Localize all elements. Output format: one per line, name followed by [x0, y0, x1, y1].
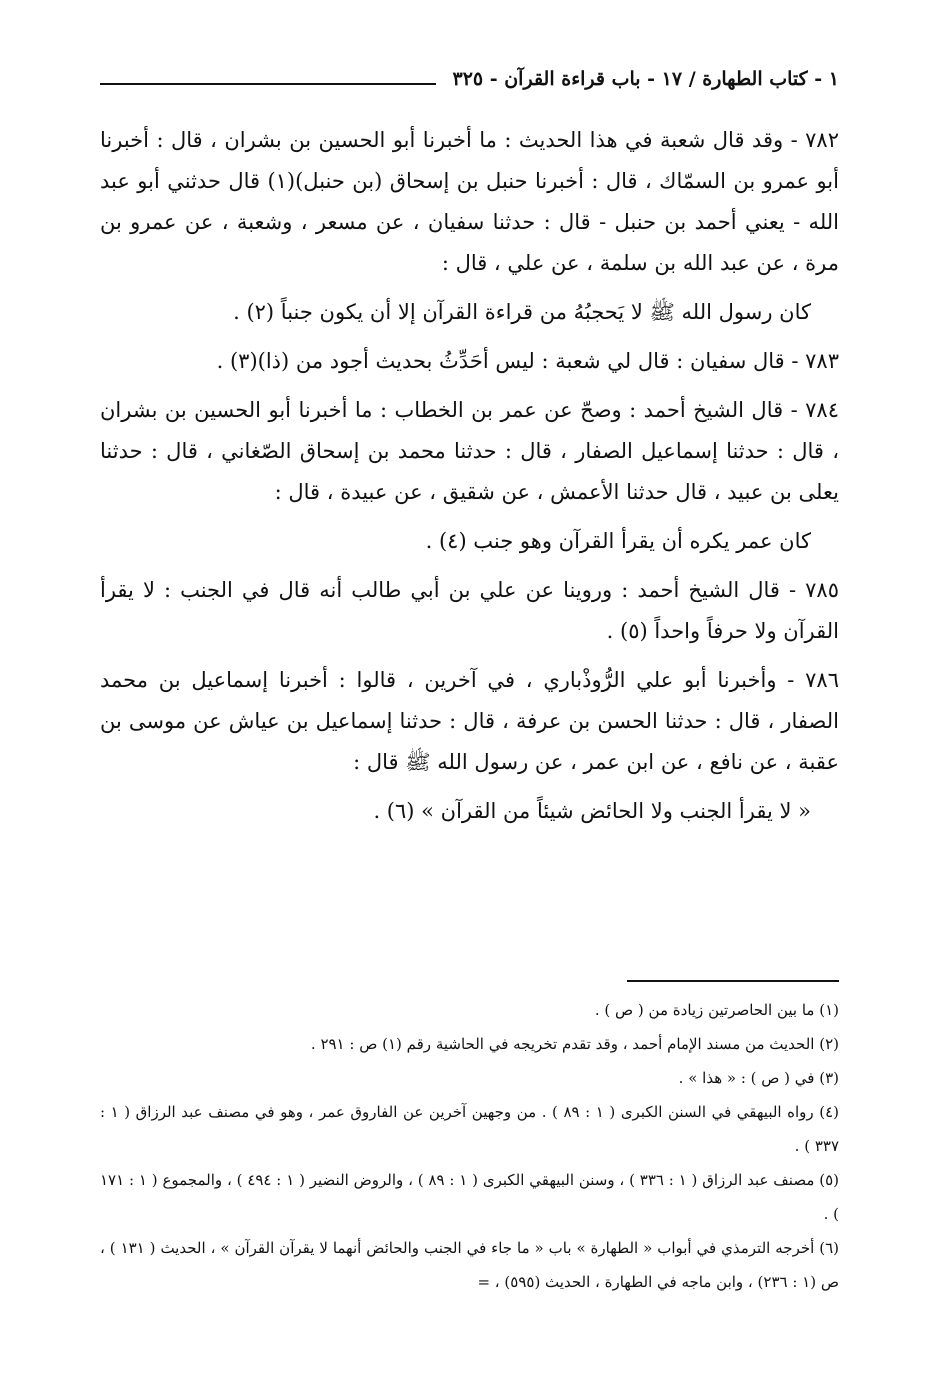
hadith-782: ٧٨٢ - وقد قال شعبة في هذا الحديث : ما أخبرنا أبو الحسين بن بشران ، قال : أخبرنا أبو عمرو بن السمّاك ، قال : أخبرنا حنبل بن إسحاق (بن حنبل)(١) قال حدثني أبو عبد الله - يعني أحمد بن حنبل - قال : حدثنا سفيان ، عن مسعر ، وشعبة ، عن عمرو بن مرة ، عن عبد الله بن سلمة ، عن علي ، قال :	[100, 128, 839, 275]
running-title: ١ - كتاب الطهارة / ١٧ - باب قراءة القرآن - ٣٢٥	[452, 68, 839, 90]
footnote-3: (٣) في ( ص ) : « هذا » .	[678, 1069, 839, 1087]
hadith-782-text: كان رسول الله ﷺ لا يَحجبُهُ من قراءة القرآن إلا أن يكون جنباً (٢) .	[233, 300, 811, 324]
hadith-785: ٧٨٥ - قال الشيخ أحمد : وروينا عن علي بن أبي طالب أنه قال في الجنب : لا يقرأ القرآن ولا حرفاً واحداً (٥) .	[100, 578, 839, 643]
footnote-rule	[627, 980, 839, 982]
hadith-786: ٧٨٦ - وأخبرنا أبو علي الرُّوذْباري ، في آخرين ، قالوا : أخبرنا إسماعيل بن محمد الصفار ، قال : حدثنا الحسن بن عرفة ، قال : حدثنا إسماعيل بن عياش عن موسى بن عقبة ، عن نافع ، عن ابن عمر ، عن رسول الله ﷺ قال :	[100, 668, 839, 774]
hadith-786-text: « لا يقرأ الجنب ولا الحائض شيئاً من القرآن » (٦) .	[373, 799, 811, 823]
footnote-6: (٦) أخرجه الترمذي في أبواب « الطهارة » باب « ما جاء في الجنب والحائض أنهما لا يقرآن القرآن » ، الحديث ( ١٣١ ) ، ص (١ : ٢٣٦) ، وابن ماجه في الطهارة ، الحديث (٥٩٥) ، =	[100, 1239, 839, 1291]
header-rule	[100, 83, 436, 85]
footnotes	[100, 993, 839, 1299]
footnote-4: (٤) رواه البيهقي في السنن الكبرى ( ١ : ٨٩ ) . من وجهين آخرين عن الفاروق عمر ، وهو في مصنف عبد الرزاق ( ١ : ٣٣٧ ) .	[100, 1103, 839, 1155]
footnote-2: (٢) الحديث من مسند الإمام أحمد ، وقد تقدم تخريجه في الحاشية رقم (١) ص : ٢٩١ .	[310, 1035, 839, 1053]
hadith-783: ٧٨٣ - قال سفيان : قال لي شعبة : ليس أحَدِّثُ بحديث أجود من (ذا)(٣) .	[216, 349, 839, 373]
footnote-1: (١) ما بين الحاصرتين زيادة من ( ص ) .	[594, 1001, 839, 1019]
main-text	[100, 120, 839, 840]
hadith-784-text: كان عمر يكره أن يقرأ القرآن وهو جنب (٤) .	[425, 529, 811, 553]
hadith-784: ٧٨٤ - قال الشيخ أحمد : وصحّ عن عمر بن الخطاب : ما أخبرنا أبو الحسين بن بشران ، قال : حدثنا إسماعيل الصفار ، قال : حدثنا محمد بن إسحاق الصّغاني ، قال : حدثنا يعلى بن عبيد ، قال حدثنا الأعمش ، عن شقيق ، عن عبيدة ، قال :	[100, 398, 839, 504]
page-header	[100, 62, 839, 96]
footnote-5: (٥) مصنف عبد الرزاق ( ١ : ٣٣٦ ) ، وسنن البيهقي الكبرى ( ١ : ٨٩ ) ، والروض النضير ( ١ : ٤٩٤ ) ، والمجموع ( ١ : ١٧١ ) .	[100, 1171, 839, 1223]
